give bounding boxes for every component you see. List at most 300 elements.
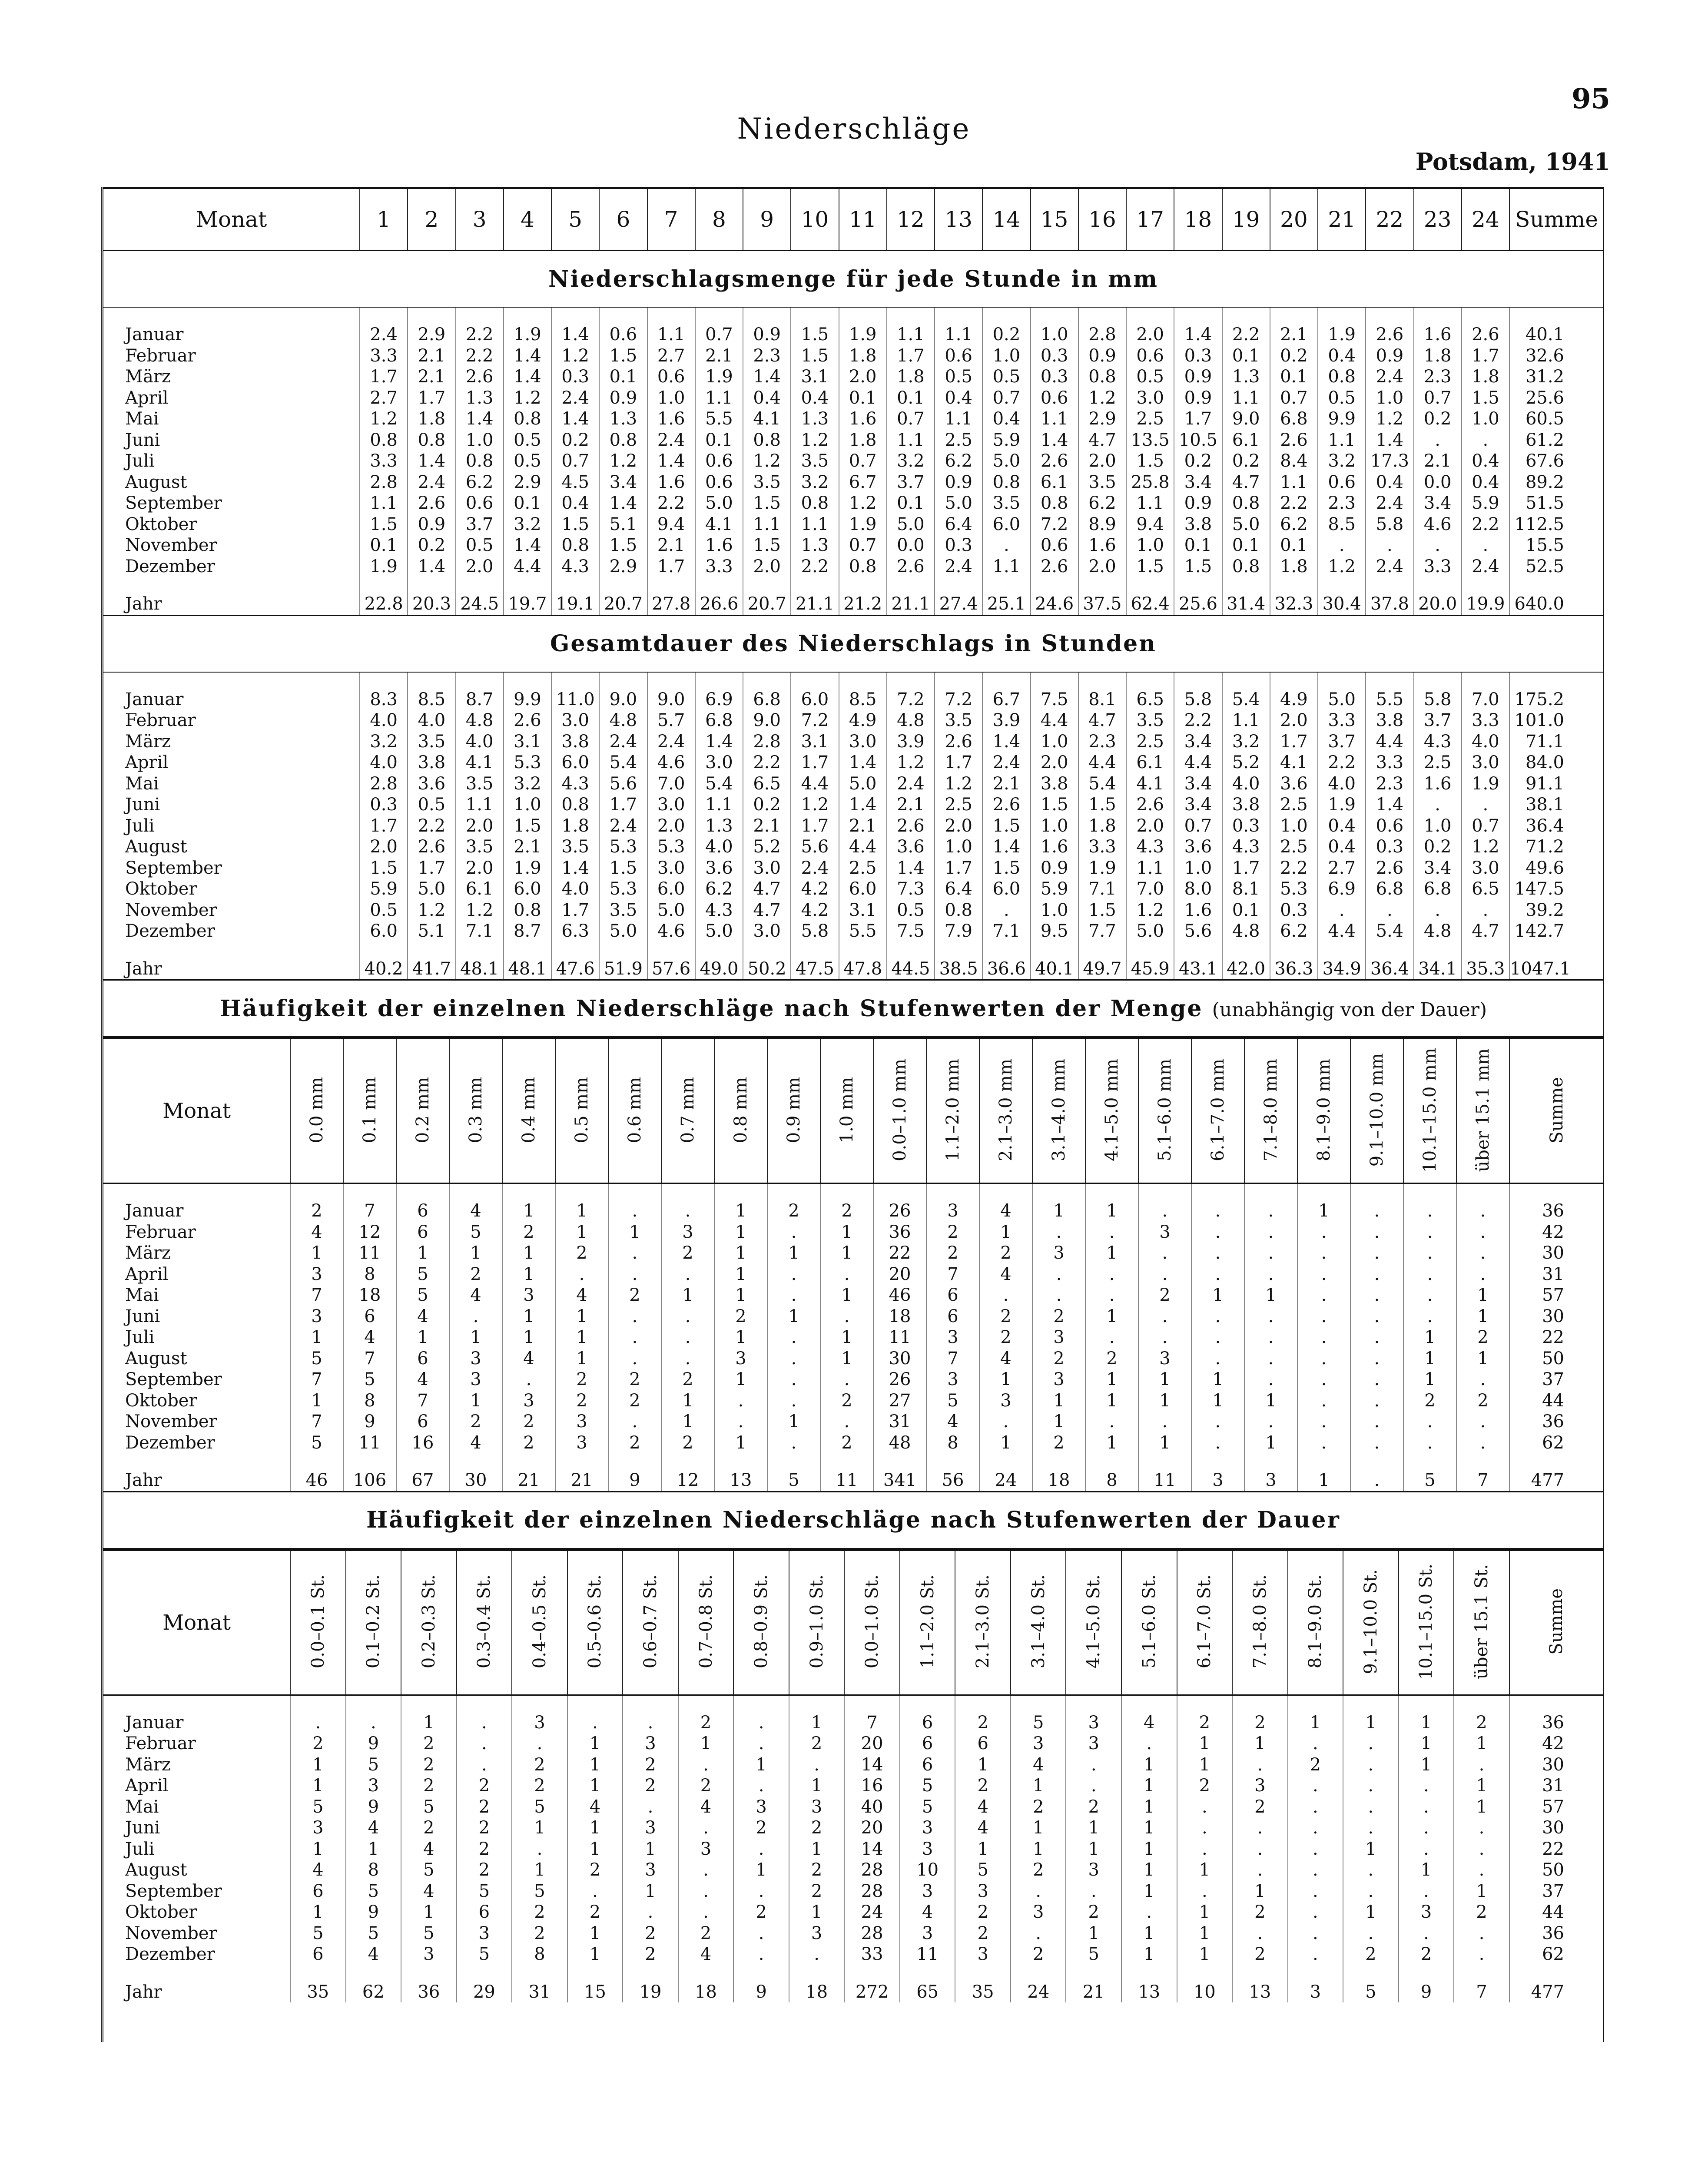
value-cell: 3.3 bbox=[1414, 556, 1462, 577]
value-cell: 1.8 bbox=[1270, 556, 1318, 577]
count-cell: . bbox=[733, 1733, 789, 1754]
month-label: Dezember bbox=[103, 1944, 290, 1965]
spacer-cell bbox=[456, 942, 504, 958]
count-cell: 6 bbox=[900, 1712, 955, 1733]
value-cell: 1.2 bbox=[1078, 388, 1126, 409]
value-cell: 1.1 bbox=[887, 430, 935, 451]
spacer-cell bbox=[360, 942, 408, 958]
value-cell: 2.7 bbox=[647, 345, 695, 367]
count-cell: 1 bbox=[449, 1243, 502, 1264]
count-cell: 1 bbox=[1032, 1200, 1085, 1222]
value-cell: 1.3 bbox=[695, 815, 743, 837]
count-cell: . bbox=[1350, 1411, 1403, 1432]
hour-header: 8 bbox=[695, 188, 743, 251]
year-count-cell: 272 bbox=[844, 1982, 900, 2003]
count-cell: . bbox=[623, 1796, 678, 1818]
table-row bbox=[103, 1859, 1603, 1881]
section-title-row bbox=[103, 615, 1603, 672]
value-cell: 0.7 bbox=[1462, 815, 1509, 837]
value-cell: 5.8 bbox=[1366, 514, 1413, 535]
value-cell: 9.4 bbox=[1126, 514, 1174, 535]
count-cell: 4 bbox=[401, 1881, 457, 1902]
value-cell: 6.1 bbox=[1031, 472, 1078, 493]
month-label: März bbox=[103, 731, 360, 752]
spacer-cell bbox=[1288, 1965, 1343, 1982]
count-cell: . bbox=[678, 1817, 734, 1839]
count-cell: 5 bbox=[290, 1432, 343, 1454]
value-cell: 3.3 bbox=[1462, 710, 1509, 731]
sum-cell: 57 bbox=[1542, 1285, 1564, 1306]
spacer-cell bbox=[456, 577, 504, 593]
value-cell: 1.4 bbox=[839, 752, 887, 773]
value-cell: 3.8 bbox=[1031, 773, 1078, 795]
value-cell: 2.0 bbox=[456, 556, 504, 577]
count-cell: 4 bbox=[955, 1817, 1011, 1839]
count-cell: 2 bbox=[789, 1733, 845, 1754]
count-cell: . bbox=[661, 1306, 714, 1327]
count-cell: 5 bbox=[343, 1369, 396, 1390]
count-cell: 3 bbox=[290, 1264, 343, 1285]
spacer-cell bbox=[926, 1183, 979, 1201]
count-cell: 2 bbox=[1032, 1432, 1085, 1454]
value-cell: 3.8 bbox=[1366, 710, 1413, 731]
count-cell: 7 bbox=[926, 1348, 979, 1369]
month-label: September bbox=[103, 1369, 290, 1390]
value-cell: 5.6 bbox=[1174, 921, 1222, 942]
count-cell: 1 bbox=[449, 1390, 502, 1412]
value-cell: 3.3 bbox=[360, 345, 408, 367]
year-count-cell: 11 bbox=[820, 1470, 873, 1491]
sum-cell: 36 bbox=[1542, 1923, 1564, 1943]
value-cell: 2.1 bbox=[982, 773, 1030, 795]
count-cell: 1 bbox=[1232, 1733, 1288, 1754]
section-title: Häufigkeit der einzelnen Niederschläge nach Stufenwerten der Menge bbox=[219, 995, 1203, 1022]
spacer-cell bbox=[1126, 307, 1174, 324]
class-header bbox=[1403, 1038, 1456, 1183]
value-cell: 2.4 bbox=[887, 773, 935, 795]
value-cell: 0.6 bbox=[647, 366, 695, 388]
value-cell: 1.6 bbox=[1031, 836, 1078, 858]
count-cell: . bbox=[1343, 1881, 1399, 1902]
year-value-cell: 50.2 bbox=[743, 958, 791, 980]
value-cell: 0.9 bbox=[1078, 345, 1126, 367]
section-subtitle: (unabhängig von der Dauer) bbox=[1212, 998, 1487, 1021]
count-cell: . bbox=[1403, 1411, 1456, 1432]
count-cell: 4 bbox=[449, 1432, 502, 1454]
count-cell: 20 bbox=[873, 1264, 926, 1285]
value-cell: 5.8 bbox=[1174, 689, 1222, 710]
count-cell: 2 bbox=[608, 1390, 661, 1412]
count-cell: 2 bbox=[1232, 1902, 1288, 1923]
count-cell: 8 bbox=[343, 1390, 396, 1412]
value-cell: 1.4 bbox=[599, 493, 647, 514]
value-cell: 3.6 bbox=[1174, 836, 1222, 858]
value-cell: 3.5 bbox=[599, 900, 647, 921]
value-cell: . bbox=[1462, 794, 1509, 815]
count-cell: 4 bbox=[900, 1902, 955, 1923]
value-cell: 0.6 bbox=[1366, 815, 1413, 837]
value-cell: 2.4 bbox=[1462, 556, 1509, 577]
value-cell: 0.3 bbox=[1174, 345, 1222, 367]
month-label: Januar bbox=[103, 324, 360, 345]
sum-cell: 44 bbox=[1542, 1390, 1564, 1411]
count-cell: . bbox=[608, 1348, 661, 1369]
sum-cell: 175.2 bbox=[1514, 689, 1564, 709]
spacer-cell bbox=[599, 672, 647, 689]
class-header bbox=[567, 1550, 623, 1695]
spacer-cell bbox=[599, 942, 647, 958]
count-cell: 1 bbox=[1085, 1390, 1138, 1412]
month-label: November bbox=[103, 900, 360, 921]
class-header bbox=[1066, 1550, 1121, 1695]
value-cell: 3.6 bbox=[408, 773, 455, 795]
year-count-cell: 65 bbox=[900, 1982, 955, 2003]
spacer-cell bbox=[820, 1183, 873, 1201]
year-label: Jahr bbox=[103, 593, 360, 615]
value-cell: 1.4 bbox=[839, 794, 887, 815]
value-cell: 3.4 bbox=[1414, 493, 1462, 514]
count-cell: 40 bbox=[844, 1796, 900, 1818]
table-row bbox=[103, 1796, 1603, 1818]
value-cell: 1.7 bbox=[935, 752, 982, 773]
count-cell: 3 bbox=[1399, 1902, 1454, 1923]
year-count-cell: 13 bbox=[714, 1470, 767, 1491]
value-cell: 1.4 bbox=[408, 556, 455, 577]
spacer-cell bbox=[1126, 577, 1174, 593]
spacer-cell bbox=[935, 577, 982, 593]
count-cell: 5 bbox=[401, 1859, 457, 1881]
section-title: Niederschlagsmenge für jede Stunde in mm bbox=[103, 251, 1603, 308]
value-cell: 0.1 bbox=[1222, 900, 1270, 921]
month-label: November bbox=[103, 1411, 290, 1432]
spacer-cell bbox=[789, 1965, 845, 1982]
table-row bbox=[103, 514, 1603, 535]
class-label: 8.1–9.0 St. bbox=[1305, 1574, 1326, 1669]
value-cell: 2.4 bbox=[408, 472, 455, 493]
class-label: 6.1–7.0 mm bbox=[1208, 1059, 1228, 1161]
section-title: Häufigkeit der einzelnen Niederschläge nach Stufenwerten der Dauer bbox=[366, 1507, 1340, 1533]
year-value-cell: 21.1 bbox=[887, 593, 935, 615]
spacer-cell bbox=[1078, 307, 1126, 324]
value-cell: 3.0 bbox=[647, 858, 695, 879]
table-row bbox=[103, 324, 1603, 345]
table-row bbox=[103, 1817, 1603, 1839]
count-cell: 3 bbox=[661, 1222, 714, 1243]
count-cell: . bbox=[1244, 1369, 1297, 1390]
value-cell: 1.7 bbox=[599, 794, 647, 815]
value-cell: 1.1 bbox=[935, 408, 982, 430]
count-cell: 1 bbox=[396, 1327, 449, 1348]
class-header bbox=[767, 1038, 820, 1183]
value-cell: 1.6 bbox=[1414, 773, 1462, 795]
count-cell: 1 bbox=[955, 1754, 1011, 1776]
count-cell: 5 bbox=[290, 1923, 346, 1944]
month-label: September bbox=[103, 493, 360, 514]
value-cell: 2.6 bbox=[1270, 430, 1318, 451]
hour-header: 24 bbox=[1462, 188, 1509, 251]
value-cell: 0.3 bbox=[360, 794, 408, 815]
spacer-cell bbox=[103, 577, 360, 593]
spacer-cell bbox=[1403, 1183, 1456, 1201]
value-cell: 4.3 bbox=[1414, 731, 1462, 752]
spacer-cell bbox=[1270, 307, 1318, 324]
count-cell: . bbox=[1085, 1222, 1138, 1243]
year-value-cell: 32.3 bbox=[1270, 593, 1318, 615]
table-row bbox=[103, 366, 1603, 388]
count-cell: 3 bbox=[1032, 1327, 1085, 1348]
count-cell: . bbox=[1297, 1411, 1350, 1432]
count-cell: 5 bbox=[1011, 1712, 1066, 1733]
year-count-cell: 18 bbox=[678, 1982, 734, 2003]
year-count-cell: 15 bbox=[567, 1982, 623, 2003]
spacer-cell bbox=[1270, 577, 1318, 593]
count-cell: 1 bbox=[1066, 1839, 1121, 1860]
value-cell: 4.1 bbox=[695, 514, 743, 535]
value-cell: 2.0 bbox=[456, 815, 504, 837]
value-cell: 6.0 bbox=[791, 689, 839, 710]
count-cell: . bbox=[1403, 1306, 1456, 1327]
value-cell: 4.8 bbox=[887, 710, 935, 731]
value-cell: 2.9 bbox=[408, 324, 455, 345]
class-label: 8.1–9.0 mm bbox=[1314, 1059, 1334, 1161]
class-header bbox=[1232, 1550, 1288, 1695]
spacer-cell bbox=[1462, 577, 1509, 593]
count-cell: 1 bbox=[555, 1200, 608, 1222]
value-cell: 6.9 bbox=[1318, 878, 1366, 900]
count-cell: 1 bbox=[1085, 1243, 1138, 1264]
spacer-cell bbox=[343, 1183, 396, 1201]
value-cell: 0.9 bbox=[599, 388, 647, 409]
count-cell: 5 bbox=[900, 1796, 955, 1818]
count-cell: 3 bbox=[900, 1881, 955, 1902]
count-cell: 2 bbox=[608, 1432, 661, 1454]
count-cell: 1 bbox=[502, 1327, 555, 1348]
count-cell: . bbox=[1350, 1306, 1403, 1327]
table-row bbox=[103, 1881, 1603, 1902]
value-cell: 4.3 bbox=[695, 900, 743, 921]
class-header bbox=[401, 1550, 457, 1695]
value-cell: 2.0 bbox=[1078, 556, 1126, 577]
count-cell: 3 bbox=[714, 1348, 767, 1369]
value-cell: 2.5 bbox=[1270, 836, 1318, 858]
count-cell: 3 bbox=[1232, 1775, 1288, 1796]
month-label: August bbox=[103, 1348, 290, 1369]
count-cell: . bbox=[1244, 1411, 1297, 1432]
count-cell: 2 bbox=[767, 1200, 820, 1222]
spacer-cell bbox=[1085, 1183, 1138, 1201]
count-cell: 2 bbox=[502, 1222, 555, 1243]
count-cell: 2 bbox=[512, 1775, 567, 1796]
class-header bbox=[343, 1038, 396, 1183]
class-label: 0.5 mm bbox=[572, 1077, 592, 1144]
count-cell: 2 bbox=[1454, 1712, 1509, 1733]
spacer-cell bbox=[839, 942, 887, 958]
class-label: über 15.1 mm bbox=[1473, 1048, 1493, 1172]
count-cell: 1 bbox=[290, 1775, 346, 1796]
count-cell: . bbox=[767, 1348, 820, 1369]
spacer-cell bbox=[290, 1965, 346, 1982]
count-cell: 3 bbox=[955, 1944, 1011, 1965]
station-year: Potsdam, 1941 bbox=[1415, 148, 1610, 176]
value-cell: 2.1 bbox=[743, 815, 791, 837]
spacer-cell bbox=[982, 672, 1030, 689]
value-cell: 3.3 bbox=[1366, 752, 1413, 773]
count-cell: . bbox=[1288, 1796, 1343, 1818]
class-header bbox=[512, 1550, 567, 1695]
value-cell: 3.5 bbox=[791, 451, 839, 472]
value-cell: 2.2 bbox=[408, 815, 455, 837]
count-cell: . bbox=[1138, 1306, 1191, 1327]
value-cell: 9.0 bbox=[1222, 408, 1270, 430]
table-row bbox=[103, 1411, 1603, 1432]
spacer-cell bbox=[608, 1183, 661, 1201]
value-cell: 3.4 bbox=[1174, 472, 1222, 493]
value-cell: 1.5 bbox=[791, 324, 839, 345]
count-cell: 7 bbox=[290, 1285, 343, 1306]
frequency-block-cell bbox=[103, 1548, 1603, 2003]
count-cell: 3 bbox=[900, 1923, 955, 1944]
month-label: April bbox=[103, 388, 360, 409]
value-cell: 5.4 bbox=[1366, 921, 1413, 942]
year-count-cell: 21 bbox=[502, 1470, 555, 1491]
class-label: 0.7 mm bbox=[678, 1077, 698, 1144]
spacer-cell bbox=[346, 1695, 401, 1712]
month-label: Februar bbox=[103, 1733, 290, 1754]
table-row bbox=[103, 1390, 1603, 1412]
count-cell: . bbox=[1456, 1200, 1509, 1222]
value-cell: 0.3 bbox=[1031, 366, 1078, 388]
value-cell: 2.4 bbox=[551, 388, 599, 409]
value-cell: 1.7 bbox=[360, 366, 408, 388]
class-header bbox=[900, 1550, 955, 1695]
value-cell: 9.9 bbox=[504, 689, 551, 710]
spacer-cell bbox=[1138, 1453, 1191, 1470]
hour-header: 2 bbox=[408, 188, 455, 251]
count-cell: 9 bbox=[346, 1902, 401, 1923]
spacer-cell bbox=[1366, 307, 1413, 324]
count-cell: 2 bbox=[1177, 1775, 1233, 1796]
count-cell: 3 bbox=[1138, 1222, 1191, 1243]
count-cell: 2 bbox=[1066, 1796, 1121, 1818]
value-cell: 5.5 bbox=[695, 408, 743, 430]
value-cell: 1.4 bbox=[887, 858, 935, 879]
spacer-cell bbox=[695, 672, 743, 689]
class-label: 0.3 mm bbox=[466, 1077, 486, 1144]
value-cell: . bbox=[982, 900, 1030, 921]
spacer-cell bbox=[1032, 1183, 1085, 1201]
table-row bbox=[103, 1222, 1603, 1243]
count-cell: 5 bbox=[346, 1754, 401, 1776]
count-cell: . bbox=[1343, 1733, 1399, 1754]
count-cell: 1 bbox=[1121, 1944, 1177, 1965]
spacer-cell bbox=[1343, 1965, 1399, 1982]
value-cell: 4.2 bbox=[791, 878, 839, 900]
spacer-cell bbox=[1121, 1695, 1177, 1712]
value-cell: 0.8 bbox=[408, 430, 455, 451]
count-cell: 2 bbox=[955, 1923, 1011, 1944]
value-cell: 2.4 bbox=[647, 430, 695, 451]
value-cell: 1.5 bbox=[1462, 388, 1509, 409]
count-cell: . bbox=[820, 1306, 873, 1327]
count-cell: . bbox=[1191, 1222, 1244, 1243]
spacer-row bbox=[103, 1965, 1603, 1982]
value-cell: 2.2 bbox=[1174, 710, 1222, 731]
month-label: März bbox=[103, 1754, 290, 1776]
spacer-cell bbox=[714, 1453, 767, 1470]
spacer-cell bbox=[449, 1183, 502, 1201]
value-cell: 1.2 bbox=[1366, 408, 1413, 430]
spacer-cell bbox=[1366, 577, 1413, 593]
count-cell: 5 bbox=[457, 1881, 512, 1902]
value-cell: 0.6 bbox=[695, 451, 743, 472]
count-cell: 5 bbox=[900, 1775, 955, 1796]
value-cell: . bbox=[1366, 900, 1413, 921]
spacer-cell bbox=[504, 307, 551, 324]
count-cell: 28 bbox=[844, 1881, 900, 1902]
count-cell: 33 bbox=[844, 1944, 900, 1965]
count-cell: . bbox=[1288, 1817, 1343, 1839]
count-cell: 3 bbox=[290, 1817, 346, 1839]
value-cell: 0.9 bbox=[1366, 345, 1413, 367]
count-cell: . bbox=[1232, 1839, 1288, 1860]
count-cell: . bbox=[1232, 1817, 1288, 1839]
value-cell: 2.4 bbox=[1366, 556, 1413, 577]
count-cell: 5 bbox=[396, 1264, 449, 1285]
count-cell: 2 bbox=[1232, 1944, 1288, 1965]
spacer-cell bbox=[551, 672, 599, 689]
value-cell: 5.4 bbox=[1222, 689, 1270, 710]
sum-cell: 42 bbox=[1542, 1733, 1564, 1754]
class-label: 10.1–15.0 mm bbox=[1420, 1047, 1440, 1173]
year-count-cell: 1 bbox=[1297, 1470, 1350, 1491]
count-cell: . bbox=[1066, 1881, 1121, 1902]
count-cell: 1 bbox=[623, 1881, 678, 1902]
value-cell: 8.5 bbox=[408, 689, 455, 710]
count-cell: 4 bbox=[678, 1796, 734, 1818]
count-cell: 1 bbox=[1177, 1859, 1233, 1881]
count-cell: 2 bbox=[1232, 1796, 1288, 1818]
month-label: November bbox=[103, 1923, 290, 1944]
spacer-cell bbox=[599, 577, 647, 593]
value-cell: 0.3 bbox=[1031, 345, 1078, 367]
value-cell: 0.1 bbox=[504, 493, 551, 514]
count-cell: . bbox=[346, 1712, 401, 1733]
spacer-cell bbox=[551, 942, 599, 958]
value-cell: . bbox=[1462, 430, 1509, 451]
class-header bbox=[1191, 1038, 1244, 1183]
spacer-cell bbox=[360, 307, 408, 324]
value-cell: 6.8 bbox=[743, 689, 791, 710]
value-cell: 0.8 bbox=[599, 430, 647, 451]
count-cell: 9 bbox=[343, 1411, 396, 1432]
value-cell: 3.5 bbox=[982, 493, 1030, 514]
value-cell: 5.0 bbox=[935, 493, 982, 514]
value-cell: 1.4 bbox=[551, 408, 599, 430]
sum-label: Summe bbox=[1546, 1588, 1567, 1655]
count-cell: . bbox=[1066, 1754, 1121, 1776]
class-header bbox=[555, 1038, 608, 1183]
spacer-cell bbox=[1174, 307, 1222, 324]
value-cell: 2.4 bbox=[982, 752, 1030, 773]
count-cell: . bbox=[1177, 1881, 1233, 1902]
table-row bbox=[103, 858, 1603, 879]
count-cell: 1 bbox=[567, 1923, 623, 1944]
count-cell: 5 bbox=[512, 1796, 567, 1818]
value-cell: 4.8 bbox=[1414, 921, 1462, 942]
class-header bbox=[955, 1550, 1011, 1695]
year-value-cell: 20.3 bbox=[408, 593, 455, 615]
count-cell: . bbox=[1350, 1327, 1403, 1348]
